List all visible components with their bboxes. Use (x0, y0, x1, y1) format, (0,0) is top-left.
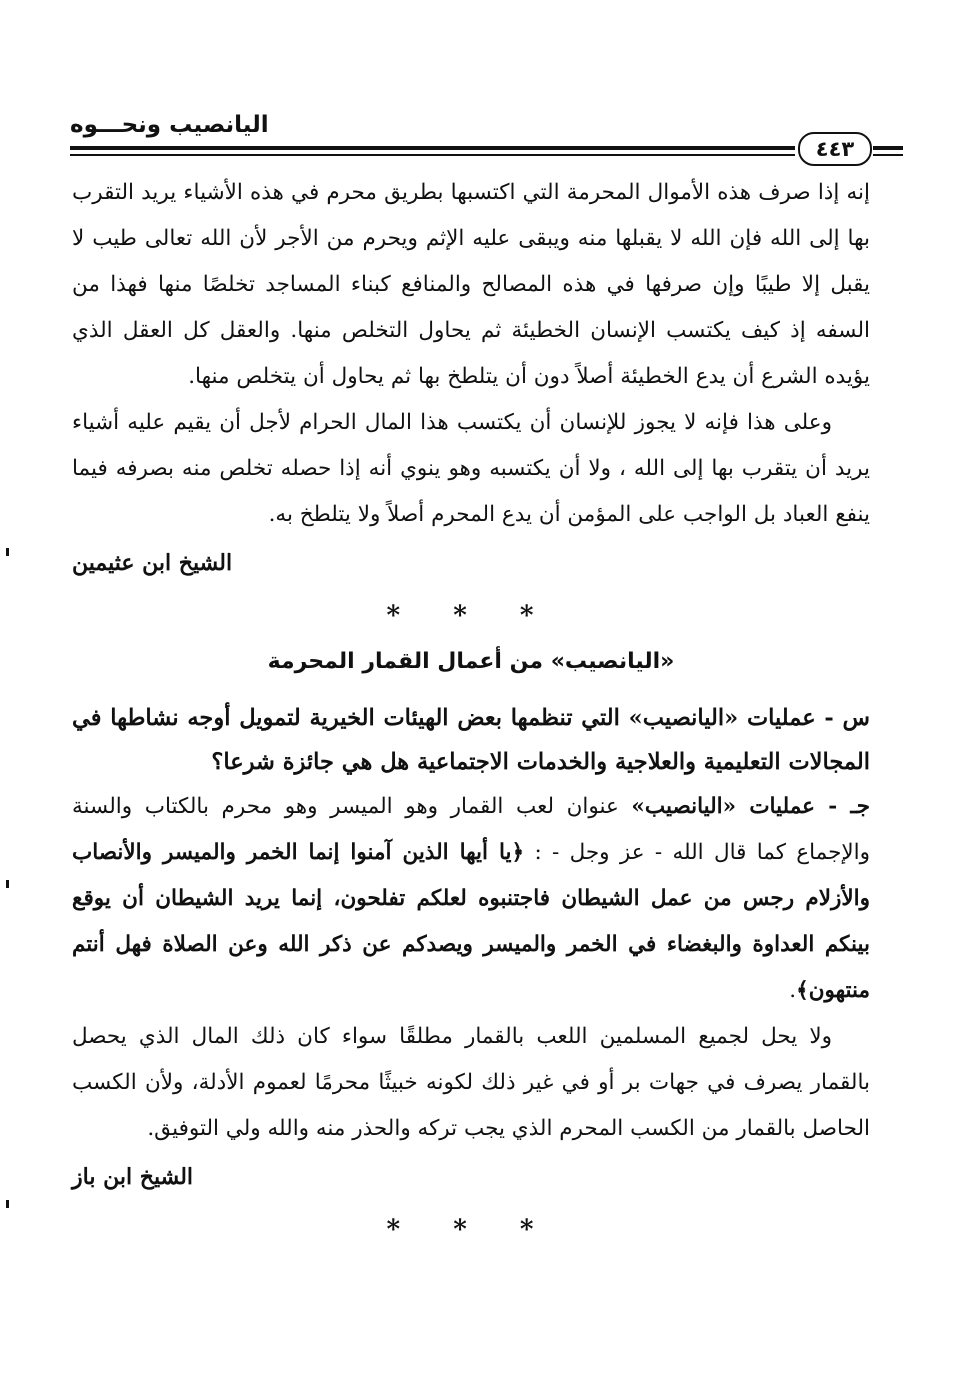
section-separator-1: * * * (386, 601, 556, 631)
page-header (70, 108, 870, 160)
scan-mark (6, 880, 9, 888)
fatwa2-paragraph-2: ولا يحل لجميع المسلمين اللعب بالقمار مطلقًا سواء كان ذلك المال الذي يحصل بالقمار يصرف في جهات بر أو في غير ذلك لكونه خبيثًا محرمًا لعموم الأدلة، ولأن الكسب الحاصل بالقمار من الكسب المحرم الذي يجب تركه والحذر منه والله ولي التوفيق. (72, 1024, 870, 1141)
answer-text: عنوان لعب القمار وهو الميسر وهو محرم بالكتاب والسنة والإجماع كما قال الله - عز وجل - : (72, 794, 870, 865)
page-number: ٤٤٣ (798, 132, 872, 166)
fatwa2-author: الشيخ ابن باز (72, 1164, 194, 1190)
header-rule-tail (873, 146, 903, 150)
header-rule-thin (70, 154, 795, 156)
book-title: اليانصيب ونحـــوه (70, 112, 269, 138)
answer-lead: جـ - عمليات «اليانصيب» (631, 794, 870, 819)
section-title: «اليانصيب» من أعمال القمار المحرمة (267, 649, 675, 674)
quran-verse: ﴿يا أيها الذين آمنوا إنما الخمر والميسر والأنصاب والأزلام رجس من عمل الشيطان فاجتنبوه لعلكم تفلحون، إنما يريد الشيطان أن يوقع بينكم العداوة والبغضاء في الخمر والميسر ويصدكم عن ذكر الله وعن الصلاة فهل أنتم منتهون﴾ (72, 840, 870, 1003)
section-separator-2: * * * (386, 1215, 556, 1245)
fatwa1-author: الشيخ ابن عثيمين (72, 550, 233, 576)
header-rule-tail-thin (873, 154, 903, 156)
header-rule-thick (70, 146, 795, 150)
answer-paragraph (72, 784, 870, 1014)
scan-mark (6, 1200, 9, 1208)
question: س - عمليات «اليانصيب» التي تنظمها بعض الهيئات الخيرية لتمويل أوجه نشاطها في المجالات التعليمية والعلاجية والخدمات الاجتماعية هل هي جائزة شرعا؟ (72, 705, 870, 775)
scan-mark (6, 548, 9, 556)
fatwa1-paragraph-2: وعلى هذا فإنه لا يجوز للإنسان أن يكتسب هذا المال الحرام لأجل أن يقيم عليه أشياء يريد أن يتقرب بها إلى الله ، ولا أن يكتسبه وهو ينوي أنه إذا حصله تخلص منه بصرفه فيما ينفع العباد بل الواجب على المؤمن أن يدع المحرم أصلاً ولا يتلطخ به. (72, 410, 870, 527)
page-body (72, 170, 870, 1252)
fatwa1-paragraph-1: إنه إذا صرف هذه الأموال المحرمة التي اكتسبها بطريق محرم في هذه الأشياء يريد التقرب بها إلى الله فإن الله لا يقبلها منه ويبقى عليه الإثم ويحرم من الأجر لأن الله تعالى طيب لا يقبل إلا طيبًا وإن صرفها في هذه المصالح والمنافع كبناء المساجد تخلصًا منها فهذا من السفه إذ كيف يكتسب الإنسان الخطيئة ثم يحاول التخلص منها. والعقل كل العقل الذي يؤيده الشرع أن يدع الخطيئة أصلاً دون أن يتلطخ بها ثم يحاول أن يتخلص منها. (72, 180, 870, 389)
quran-end: . (789, 978, 797, 1003)
